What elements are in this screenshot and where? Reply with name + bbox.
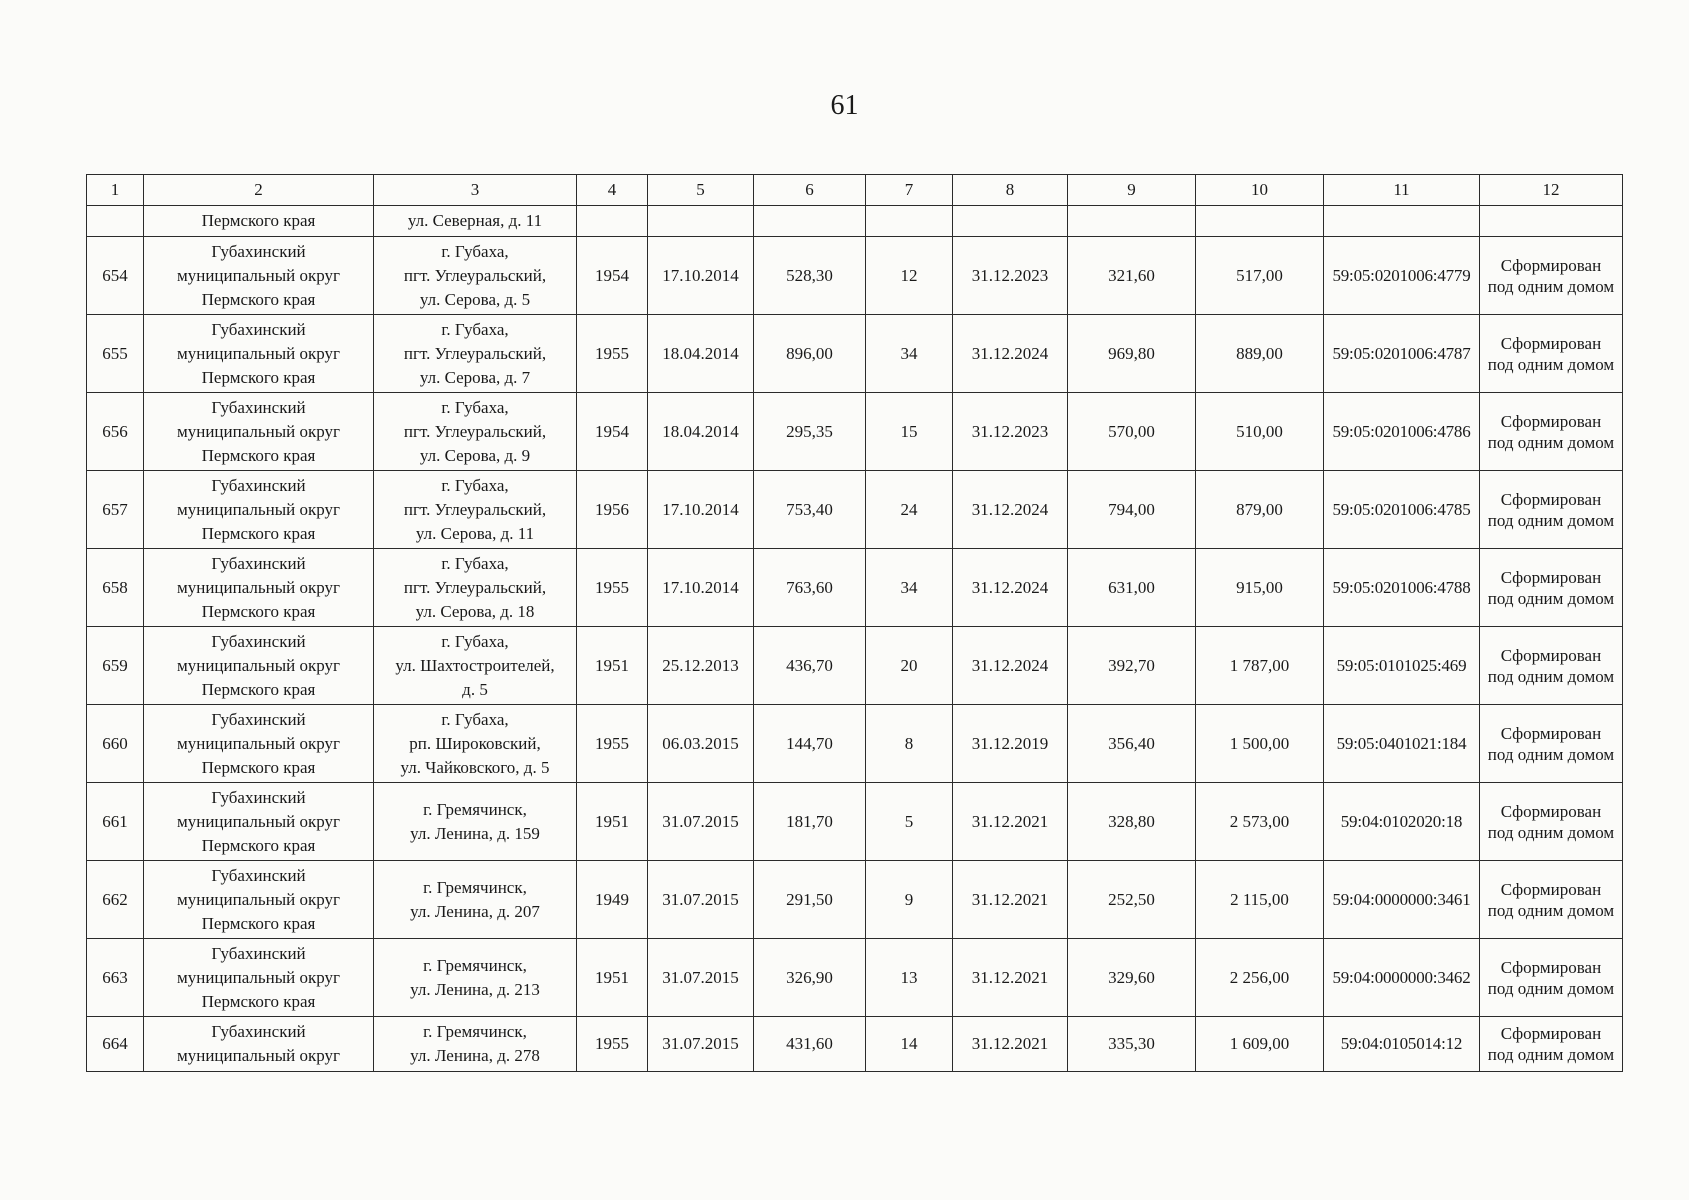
column-number-row: [87, 175, 1623, 206]
cadastral-number-cell: 59:05:0201006:4788: [1324, 549, 1480, 627]
date-recognized-cell: 18.04.2014: [648, 393, 754, 471]
column-number: 7: [866, 175, 953, 206]
address-line: ул. Шахтостроителей,: [395, 655, 555, 675]
date-recognized-cell: 31.07.2015: [648, 939, 754, 1017]
address-cell: [374, 861, 577, 939]
table-body: [87, 175, 1623, 1072]
municipality-line: муниципальный округ: [176, 499, 341, 519]
municipality-cell: [144, 549, 374, 627]
municipality-line: муниципальный округ: [176, 1046, 341, 1065]
column-number: 6: [754, 175, 866, 206]
cost-cell: 1 500,00: [1196, 705, 1324, 783]
cadastral-number-cell: 59:05:0401021:184: [1324, 705, 1480, 783]
residents-count-cell: 14: [866, 1017, 953, 1072]
land-area-cell: 356,40: [1068, 705, 1196, 783]
row-number-cell: 657: [87, 471, 144, 549]
table-row: [87, 627, 1623, 705]
build-year-cell: 1951: [577, 627, 648, 705]
row-number-cell: 662: [87, 861, 144, 939]
table-row: [87, 861, 1623, 939]
address-line: пгт. Углеуральский,: [403, 421, 547, 441]
municipality-line: муниципальный округ: [176, 967, 341, 987]
date-recognized-cell: 18.04.2014: [648, 315, 754, 393]
cadastral-number-cell: 59:04:0102020:18: [1324, 783, 1480, 861]
address-line: г. Гремячинск,: [423, 955, 527, 975]
land-area-cell: 794,00: [1068, 471, 1196, 549]
land-status-line: Сформирован: [1500, 1024, 1602, 1043]
date-recognized-cell: [648, 206, 754, 237]
land-status-line: Сформирован: [1500, 645, 1602, 665]
address-line: пгт. Углеуральский,: [403, 499, 547, 519]
municipality-line: муниципальный округ: [176, 733, 341, 753]
land-status-cell: [1480, 627, 1623, 705]
address-line: г. Губаха,: [441, 631, 509, 651]
land-status-cell: [1480, 705, 1623, 783]
build-year-cell: 1955: [577, 1017, 648, 1072]
address-cell: [374, 939, 577, 1017]
municipality-line: муниципальный округ: [176, 343, 341, 363]
area-cell: 431,60: [754, 1017, 866, 1072]
date-recognized-cell: 31.07.2015: [648, 861, 754, 939]
area-cell: 291,50: [754, 861, 866, 939]
column-number: 11: [1324, 175, 1480, 206]
cadastral-number-cell: 59:05:0201006:4787: [1324, 315, 1480, 393]
date-recognized-cell: 06.03.2015: [648, 705, 754, 783]
address-line: г. Губаха,: [441, 241, 509, 261]
land-status-line: под одним домом: [1487, 276, 1615, 296]
resettlement-date-cell: 31.12.2021: [953, 1017, 1068, 1072]
address-cell: [374, 393, 577, 471]
address-line: г. Губаха,: [441, 475, 509, 495]
municipality-line: муниципальный округ: [176, 811, 341, 831]
land-status-cell: [1480, 1017, 1623, 1072]
area-cell: 753,40: [754, 471, 866, 549]
land-area-cell: 969,80: [1068, 315, 1196, 393]
resettlement-date-cell: 31.12.2023: [953, 393, 1068, 471]
column-number: 9: [1068, 175, 1196, 206]
cost-cell: 2 115,00: [1196, 861, 1324, 939]
date-recognized-cell: 31.07.2015: [648, 1017, 754, 1072]
area-cell: [754, 206, 866, 237]
land-status-cell: [1480, 939, 1623, 1017]
municipality-line: Пермского края: [201, 913, 316, 933]
land-status-cell: [1480, 471, 1623, 549]
build-year-cell: 1949: [577, 861, 648, 939]
land-area-cell: 335,30: [1068, 1017, 1196, 1072]
row-number-cell: 658: [87, 549, 144, 627]
land-area-cell: 321,60: [1068, 237, 1196, 315]
date-recognized-cell: 17.10.2014: [648, 549, 754, 627]
municipality-line: Губахинский: [211, 943, 306, 963]
municipality-line: Пермского края: [201, 991, 316, 1011]
row-number-cell: 656: [87, 393, 144, 471]
cadastral-number-cell: 59:05:0201006:4786: [1324, 393, 1480, 471]
land-status-line: под одним домом: [1487, 744, 1615, 764]
cadastral-number-cell: 59:05:0201006:4785: [1324, 471, 1480, 549]
cost-cell: 510,00: [1196, 393, 1324, 471]
municipality-cell: [144, 627, 374, 705]
land-status-cell: [1480, 393, 1623, 471]
municipality-line: Губахинский: [211, 475, 306, 495]
date-recognized-cell: 17.10.2014: [648, 237, 754, 315]
cost-cell: 1 609,00: [1196, 1017, 1324, 1072]
land-status-cell: [1480, 549, 1623, 627]
municipality-line: Пермского края: [201, 367, 316, 387]
cost-cell: 517,00: [1196, 237, 1324, 315]
table-row: [87, 1017, 1623, 1072]
address-line: г. Гремячинск,: [423, 799, 527, 819]
municipality-cell: [144, 206, 374, 237]
land-status-cell: [1480, 861, 1623, 939]
column-number: 4: [577, 175, 648, 206]
address-line: рп. Широковский,: [409, 733, 541, 753]
address-line: ул. Ленина, д. 213: [410, 979, 540, 999]
address-line: г. Гремячинск,: [423, 877, 527, 897]
cost-cell: 889,00: [1196, 315, 1324, 393]
address-cell: [374, 206, 577, 237]
column-number: 10: [1196, 175, 1324, 206]
address-line: ул. Ленина, д. 207: [410, 901, 540, 921]
land-area-cell: 328,80: [1068, 783, 1196, 861]
residents-count-cell: 20: [866, 627, 953, 705]
row-number-cell: 663: [87, 939, 144, 1017]
land-status-line: Сформирован: [1500, 489, 1602, 509]
resettlement-date-cell: 31.12.2024: [953, 549, 1068, 627]
land-status-line: Сформирован: [1500, 879, 1602, 899]
area-cell: 326,90: [754, 939, 866, 1017]
municipality-line: Пермского края: [201, 289, 316, 309]
table-row: [87, 705, 1623, 783]
municipality-cell: [144, 471, 374, 549]
area-cell: 528,30: [754, 237, 866, 315]
row-number-cell: 661: [87, 783, 144, 861]
residents-count-cell: 24: [866, 471, 953, 549]
resettlement-date-cell: 31.12.2019: [953, 705, 1068, 783]
column-number: 1: [87, 175, 144, 206]
land-area-cell: 631,00: [1068, 549, 1196, 627]
date-recognized-cell: 31.07.2015: [648, 783, 754, 861]
column-number: 3: [374, 175, 577, 206]
residents-count-cell: 15: [866, 393, 953, 471]
address-line: пгт. Углеуральский,: [403, 577, 547, 597]
municipality-line: Пермского края: [201, 601, 316, 621]
address-line: ул. Серова, д. 11: [415, 523, 535, 543]
cadastral-number-cell: [1324, 206, 1480, 237]
land-status-line: под одним домом: [1487, 666, 1615, 686]
municipality-cell: [144, 237, 374, 315]
resettlement-date-cell: 31.12.2023: [953, 237, 1068, 315]
address-line: г. Гремячинск,: [423, 1022, 527, 1041]
address-line: ул. Серова, д. 9: [419, 445, 531, 465]
municipality-line: Губахинский: [211, 319, 306, 339]
row-number-cell: 654: [87, 237, 144, 315]
address-line: ул. Ленина, д. 278: [410, 1046, 540, 1065]
land-status-cell: [1480, 783, 1623, 861]
date-recognized-cell: 17.10.2014: [648, 471, 754, 549]
municipality-line: муниципальный округ: [176, 889, 341, 909]
residents-count-cell: 8: [866, 705, 953, 783]
address-line: ул. Серова, д. 5: [419, 289, 531, 309]
land-status-line: под одним домом: [1487, 432, 1615, 452]
row-number-cell: 660: [87, 705, 144, 783]
address-cell: [374, 705, 577, 783]
residents-count-cell: 5: [866, 783, 953, 861]
cost-cell: 2 256,00: [1196, 939, 1324, 1017]
build-year-cell: 1954: [577, 393, 648, 471]
address-line: ул. Северная, д. 11: [407, 211, 543, 230]
municipality-cell: [144, 393, 374, 471]
address-line: д. 5: [462, 679, 488, 699]
land-area-cell: 570,00: [1068, 393, 1196, 471]
cadastral-number-cell: 59:04:0000000:3461: [1324, 861, 1480, 939]
build-year-cell: [577, 206, 648, 237]
date-recognized-cell: 25.12.2013: [648, 627, 754, 705]
land-status-cell: [1480, 206, 1623, 237]
municipality-line: Пермского края: [201, 679, 316, 699]
residents-count-cell: 34: [866, 315, 953, 393]
municipality-line: муниципальный округ: [176, 577, 341, 597]
municipality-line: Губахинский: [211, 787, 306, 807]
build-year-cell: 1955: [577, 705, 648, 783]
build-year-cell: 1956: [577, 471, 648, 549]
column-number: 8: [953, 175, 1068, 206]
land-area-cell: 329,60: [1068, 939, 1196, 1017]
build-year-cell: 1954: [577, 237, 648, 315]
area-cell: 763,60: [754, 549, 866, 627]
address-line: ул. Ленина, д. 159: [410, 823, 540, 843]
table-row: [87, 471, 1623, 549]
table-row: [87, 783, 1623, 861]
area-cell: 181,70: [754, 783, 866, 861]
municipality-line: Губахинский: [211, 241, 306, 261]
municipality-line: муниципальный округ: [176, 421, 341, 441]
cadastral-number-cell: 59:05:0201006:4779: [1324, 237, 1480, 315]
table-row: [87, 237, 1623, 315]
land-status-line: под одним домом: [1487, 354, 1615, 374]
cadastral-number-cell: 59:05:0101025:469: [1324, 627, 1480, 705]
resettlement-date-cell: 31.12.2024: [953, 315, 1068, 393]
municipality-line: муниципальный округ: [176, 265, 341, 285]
land-status-cell: [1480, 237, 1623, 315]
address-line: г. Губаха,: [441, 319, 509, 339]
municipality-cell: [144, 861, 374, 939]
cost-cell: [1196, 206, 1324, 237]
municipality-line: Губахинский: [211, 865, 306, 885]
column-number: 12: [1480, 175, 1623, 206]
municipality-line: Пермского края: [201, 757, 316, 777]
land-status-line: Сформирован: [1500, 333, 1602, 353]
address-line: ул. Серова, д. 18: [415, 601, 535, 621]
area-cell: 295,35: [754, 393, 866, 471]
table-row: [87, 315, 1623, 393]
cost-cell: 2 573,00: [1196, 783, 1324, 861]
municipality-cell: [144, 705, 374, 783]
municipality-line: Губахинский: [211, 631, 306, 651]
area-cell: 436,70: [754, 627, 866, 705]
residents-count-cell: 13: [866, 939, 953, 1017]
cost-cell: 879,00: [1196, 471, 1324, 549]
resettlement-date-cell: 31.12.2024: [953, 627, 1068, 705]
land-status-line: под одним домом: [1487, 978, 1615, 998]
page-number: 61: [830, 90, 859, 121]
address-cell: [374, 1017, 577, 1072]
address-cell: [374, 237, 577, 315]
land-area-cell: [1068, 206, 1196, 237]
address-cell: [374, 549, 577, 627]
land-status-line: Сформирован: [1500, 957, 1602, 977]
residents-count-cell: 9: [866, 861, 953, 939]
residents-count-cell: 34: [866, 549, 953, 627]
cadastral-number-cell: 59:04:0000000:3462: [1324, 939, 1480, 1017]
land-area-cell: 252,50: [1068, 861, 1196, 939]
land-status-line: Сформирован: [1500, 411, 1602, 431]
municipality-cell: [144, 783, 374, 861]
address-line: ул. Серова, д. 7: [419, 367, 531, 387]
address-cell: [374, 783, 577, 861]
land-status-line: Сформирован: [1500, 801, 1602, 821]
resettlement-date-cell: 31.12.2021: [953, 783, 1068, 861]
address-cell: [374, 471, 577, 549]
municipality-line: Пермского края: [201, 445, 316, 465]
land-status-line: Сформирован: [1500, 723, 1602, 743]
municipality-line: Пермского края: [201, 211, 316, 230]
resettlement-date-cell: 31.12.2021: [953, 861, 1068, 939]
table-row: [87, 393, 1623, 471]
address-line: г. Губаха,: [441, 553, 509, 573]
housing-registry-table: [86, 174, 1623, 1072]
municipality-cell: [144, 1017, 374, 1072]
address-line: ул. Чайковского, д. 5: [400, 757, 550, 777]
land-status-line: под одним домом: [1487, 1045, 1615, 1064]
row-number-cell: 655: [87, 315, 144, 393]
table-row: [87, 939, 1623, 1017]
municipality-cell: [144, 939, 374, 1017]
land-status-line: Сформирован: [1500, 567, 1602, 587]
land-status-line: под одним домом: [1487, 588, 1615, 608]
cost-cell: 915,00: [1196, 549, 1324, 627]
address-line: пгт. Углеуральский,: [403, 265, 547, 285]
cost-cell: 1 787,00: [1196, 627, 1324, 705]
column-number: 5: [648, 175, 754, 206]
land-status-line: под одним домом: [1487, 510, 1615, 530]
municipality-line: Губахинский: [211, 397, 306, 417]
address-cell: [374, 627, 577, 705]
cadastral-number-cell: 59:04:0105014:12: [1324, 1017, 1480, 1072]
resettlement-date-cell: 31.12.2024: [953, 471, 1068, 549]
table-row: [87, 549, 1623, 627]
address-line: г. Губаха,: [441, 397, 509, 417]
municipality-line: Пермского края: [201, 523, 316, 543]
residents-count-cell: 12: [866, 237, 953, 315]
municipality-line: Губахинский: [211, 553, 306, 573]
land-area-cell: 392,70: [1068, 627, 1196, 705]
land-status-line: под одним домом: [1487, 900, 1615, 920]
address-line: г. Губаха,: [441, 709, 509, 729]
column-number: 2: [144, 175, 374, 206]
build-year-cell: 1951: [577, 783, 648, 861]
row-number-cell: 659: [87, 627, 144, 705]
area-cell: 144,70: [754, 705, 866, 783]
land-status-line: под одним домом: [1487, 822, 1615, 842]
row-number-cell: 664: [87, 1017, 144, 1072]
continuation-row: [87, 206, 1623, 237]
resettlement-date-cell: 31.12.2021: [953, 939, 1068, 1017]
residents-count-cell: [866, 206, 953, 237]
build-year-cell: 1951: [577, 939, 648, 1017]
municipality-cell: [144, 315, 374, 393]
area-cell: 896,00: [754, 315, 866, 393]
address-cell: [374, 315, 577, 393]
land-status-cell: [1480, 315, 1623, 393]
row-number-cell: [87, 206, 144, 237]
land-status-line: Сформирован: [1500, 255, 1602, 275]
municipality-line: Губахинский: [211, 709, 306, 729]
municipality-line: Пермского края: [201, 835, 316, 855]
municipality-line: Губахинский: [211, 1022, 306, 1041]
municipality-line: муниципальный округ: [176, 655, 341, 675]
build-year-cell: 1955: [577, 549, 648, 627]
address-line: пгт. Углеуральский,: [403, 343, 547, 363]
build-year-cell: 1955: [577, 315, 648, 393]
resettlement-date-cell: [953, 206, 1068, 237]
